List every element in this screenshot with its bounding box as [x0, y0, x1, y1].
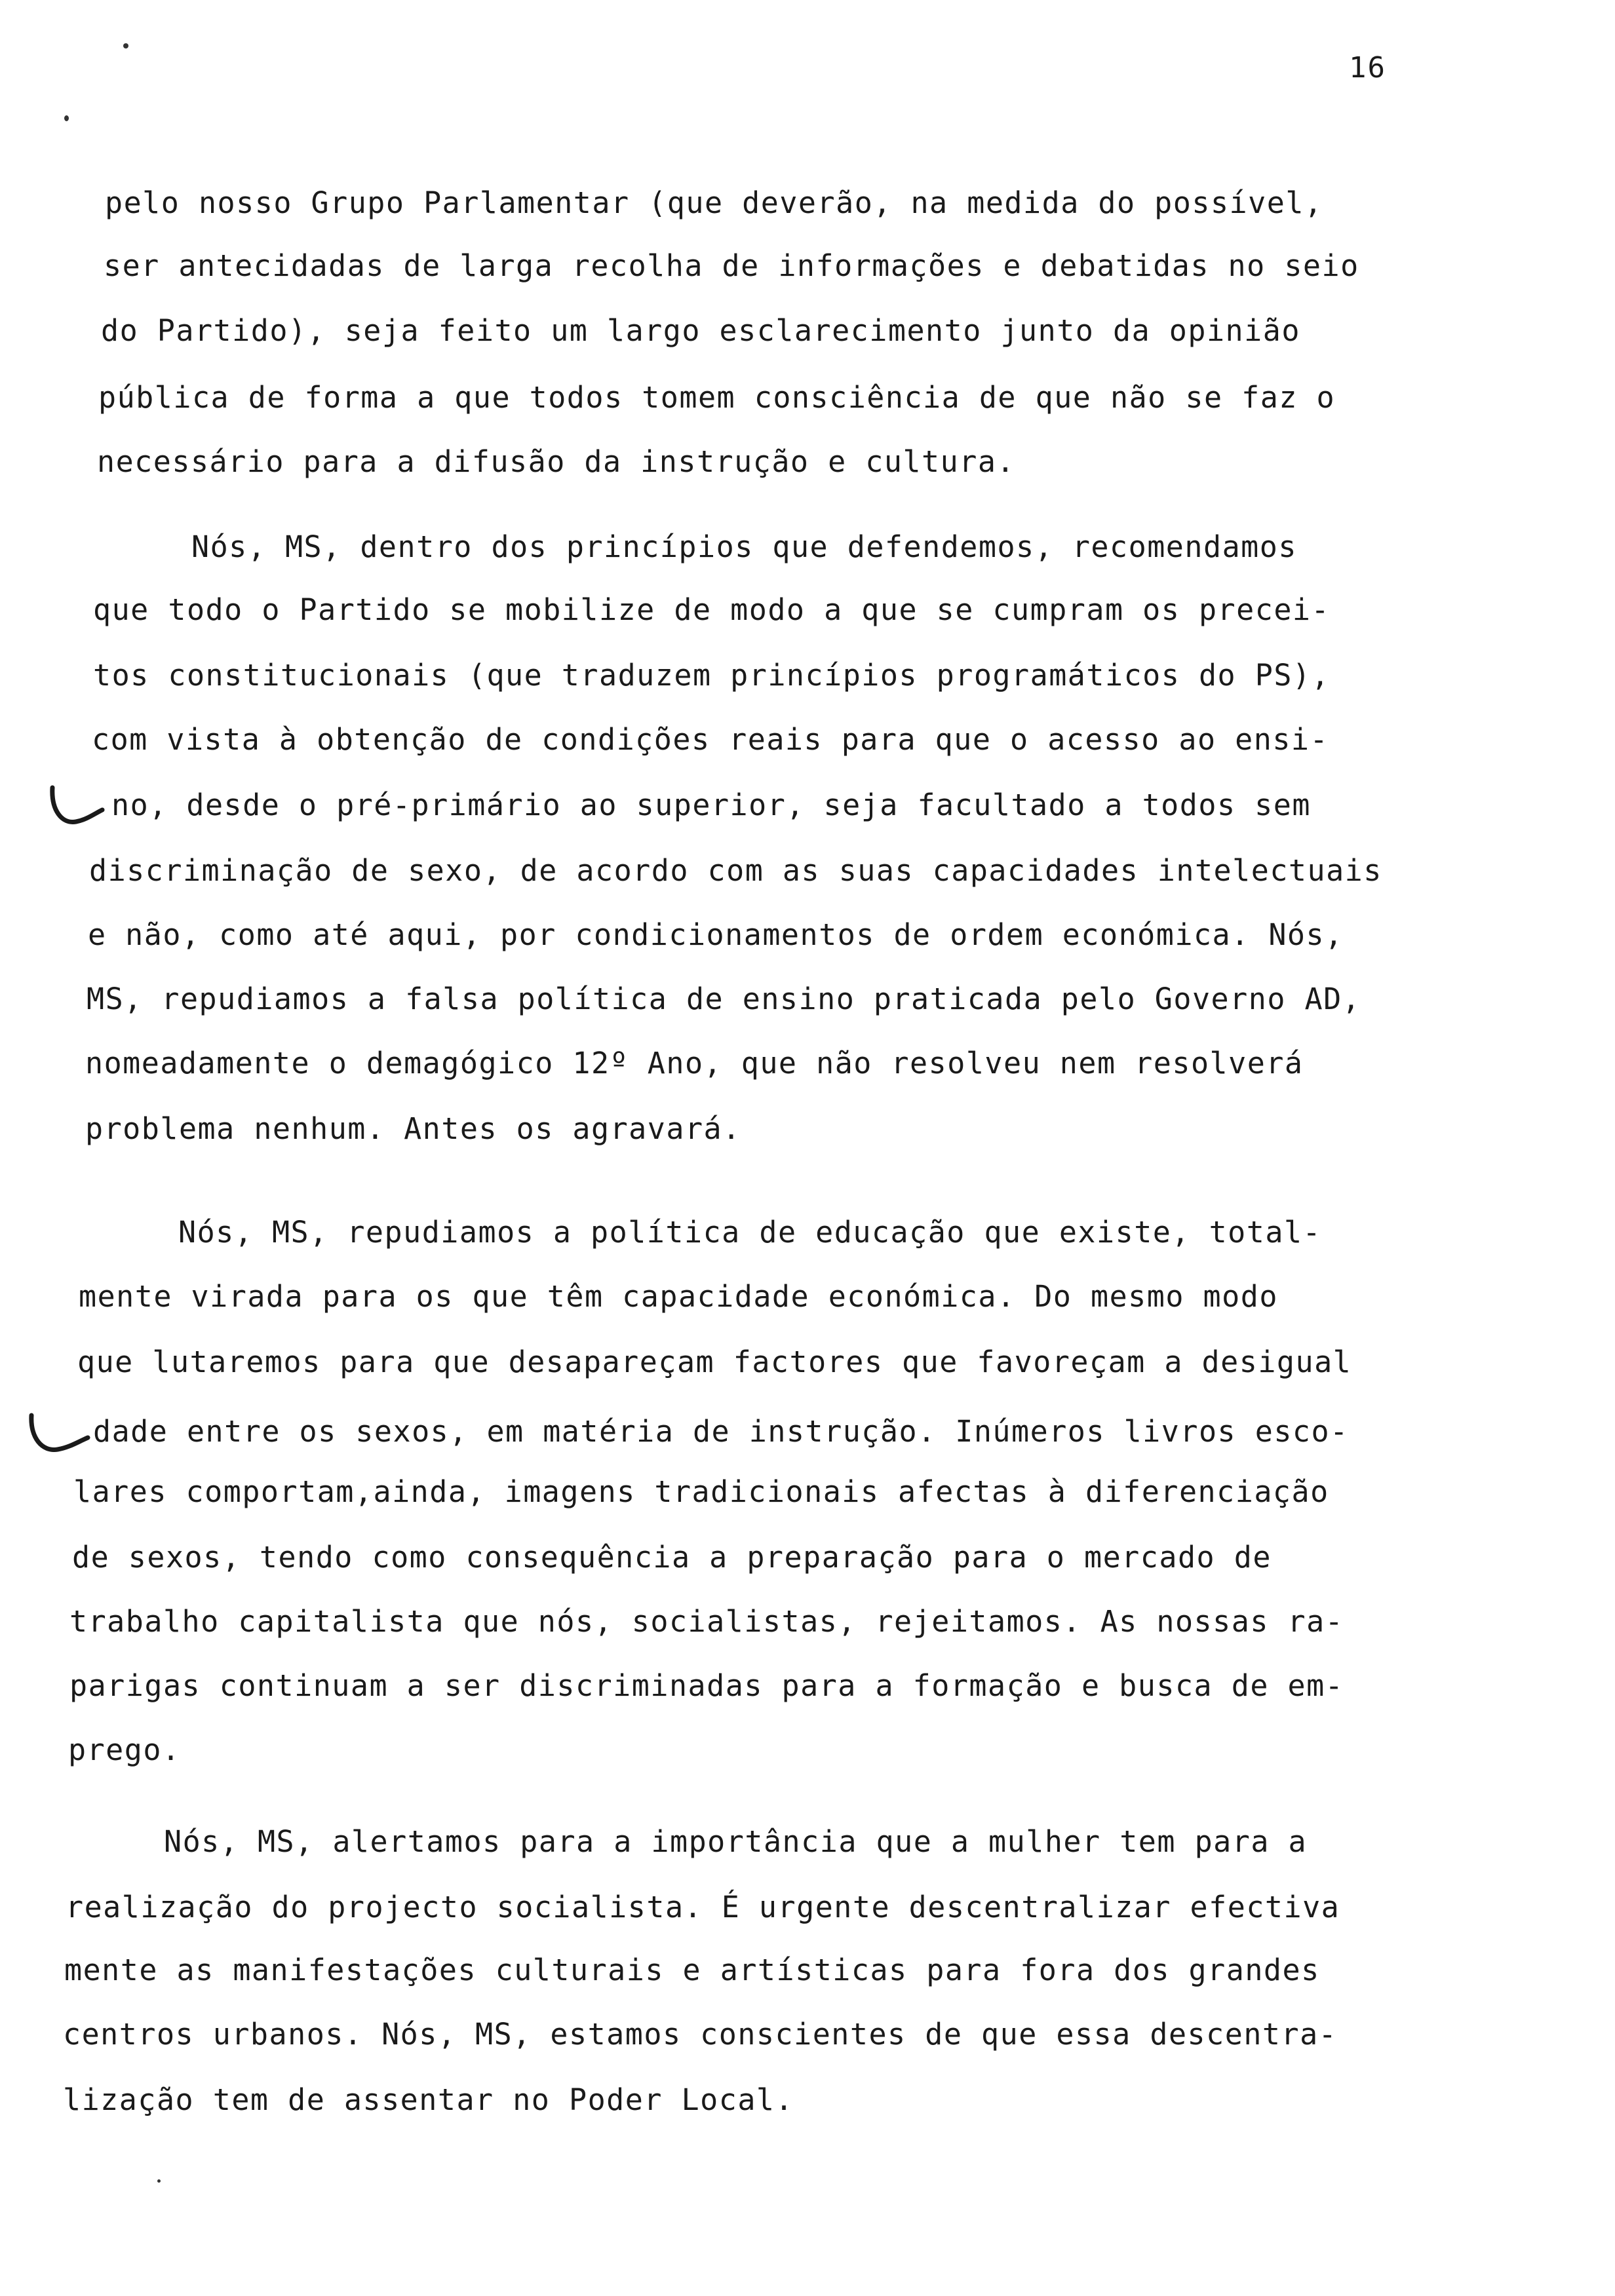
- scan-speck: [157, 2179, 161, 2183]
- margin-hook-mark: [47, 784, 106, 836]
- text-line: pública de forma a que todos tomem consciência de que não se faz o: [98, 380, 1336, 415]
- scan-speck: [123, 43, 128, 48]
- text-line: Nós, MS, repudiamos a política de educação que existe, total-: [178, 1215, 1322, 1250]
- text-line: e não, como até aqui, por condicionamentos de ordem económica. Nós,: [88, 917, 1344, 952]
- text-line: tos constitucionais (que traduzem princípios programáticos do PS),: [93, 658, 1331, 693]
- text-line: parigas continuam a ser discriminadas para a formação e busca de em-: [69, 1668, 1344, 1703]
- text-line: centros urbanos. Nós, MS, estamos conscientes de que essa descentra-: [63, 2017, 1338, 2052]
- text-line: problema nenhum. Antes os agravará.: [85, 1111, 741, 1146]
- text-line: prego.: [68, 1732, 181, 1767]
- text-line: mente virada para os que têm capacidade económica. Do mesmo modo: [79, 1279, 1278, 1314]
- text-line: nomeadamente o demagógico 12º Ano, que não resolveu nem resolverá: [85, 1046, 1304, 1081]
- text-line: realização do projecto socialista. É urgente descentralizar efectiva: [66, 1890, 1340, 1924]
- text-line: necessário para a difusão da instrução e cultura.: [97, 444, 1016, 479]
- text-line: discriminação de sexo, de acordo com as suas capacidades intelectuais: [89, 853, 1382, 888]
- text-line: lares comportam,ainda, imagens tradicionais afectas à diferenciação: [73, 1474, 1329, 1509]
- text-line: dade entre os sexos, em matéria de instrução. Inúmeros livros esco-: [93, 1414, 1349, 1449]
- text-line: de sexos, tendo como consequência a preparação para o mercado de: [72, 1540, 1272, 1575]
- text-line: ser antecidadas de larga recolha de informações e debatidas no seio: [104, 248, 1359, 283]
- page-number: 16: [1349, 51, 1386, 85]
- text-line: mente as manifestações culturais e artísticas para fora dos grandes: [64, 1953, 1320, 1987]
- text-line: Nós, MS, dentro dos princípios que defendemos, recomendamos: [191, 529, 1297, 564]
- text-line: pelo nosso Grupo Parlamentar (que deverão, na medida do possível,: [105, 185, 1323, 220]
- margin-hook-mark: [26, 1411, 92, 1464]
- text-line: que lutaremos para que desapareçam factores que favoreçam a desigual: [77, 1345, 1352, 1379]
- text-line: trabalho capitalista que nós, socialistas, rejeitamos. As nossas ra-: [69, 1604, 1344, 1639]
- text-line: MS, repudiamos a falsa política de ensino praticada pelo Governo AD,: [87, 982, 1361, 1016]
- text-line: que todo o Partido se mobilize de modo a que se cumpram os precei-: [93, 592, 1331, 627]
- scan-speck: [64, 115, 69, 121]
- text-line: lização tem de assentar no Poder Local.: [63, 2082, 794, 2117]
- text-line: Nós, MS, alertamos para a importância que a mulher tem para a: [164, 1824, 1308, 1859]
- text-line: com vista à obtenção de condições reais para que o acesso ao ensi-: [92, 722, 1329, 757]
- text-line: no, desde o pré-primário ao superior, seja facultado a todos sem: [111, 788, 1311, 822]
- text-line: do Partido), seja feito um largo esclarecimento junto da opinião: [101, 313, 1300, 348]
